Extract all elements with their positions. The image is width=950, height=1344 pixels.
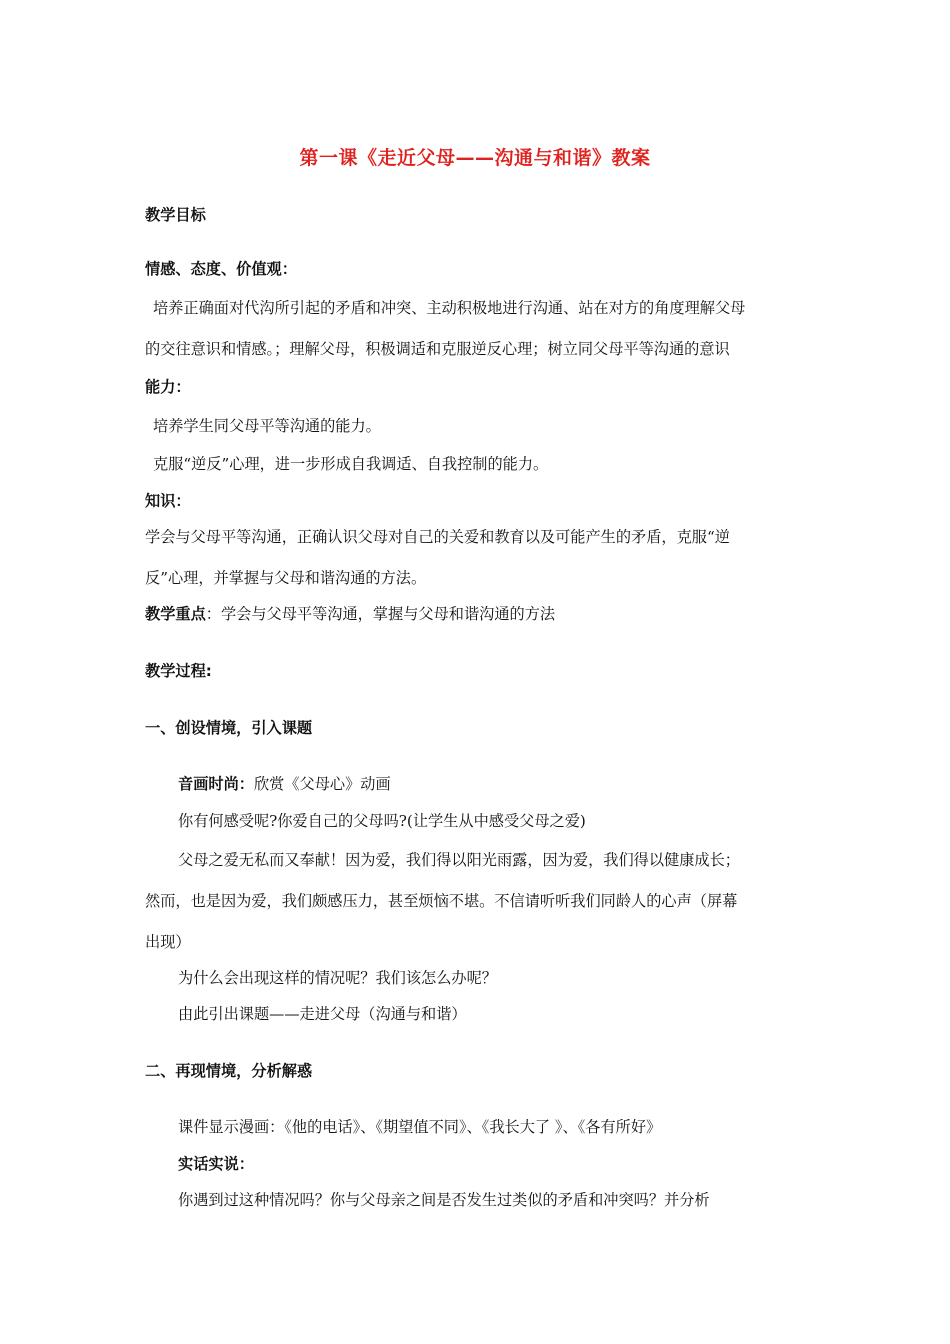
section2-line: 课件显示漫画：《他的电话》、《期望值不同》、《我长大了 》、《各有所好》 [178,1118,662,1136]
section2-heading: 二、再现情境，分析解惑 [145,1062,313,1080]
s2-label: 实话实说： [178,1155,254,1173]
section1-line: 由此引出课题——走进父母（沟通与和谐） [178,1005,467,1023]
goals-heading: 教学目标 [145,206,206,224]
emotion-line: 培养正确面对代沟所引起的矛盾和冲突、主动积极地进行沟通、站在对方的角度理解父母 [153,299,746,317]
section1-line: 然而，也是因为爱，我们颇感压力，甚至烦恼不堪。不信请听听我们同龄人的心声（屏幕 [145,892,738,910]
section1-line: 你有何感受呢?你爱自己的父母吗?(让学生从中感受父母之爱) [178,812,586,830]
section1-line: 为什么会出现这样的情况呢？我们该怎么办呢？ [178,969,497,987]
key-points [145,603,555,625]
section1-line [178,773,391,795]
knowledge-heading: 知识： [145,492,191,510]
knowledge-line: 反”心理，并掌握与父母和谐沟通的方法。 [145,569,427,587]
section2-line: 你遇到过这种情况吗？你与父母亲之间是否发生过类似的矛盾和冲突吗？并分析 [178,1191,710,1209]
ability-line: 克服“逆反”心理，进一步形成自我调适、自我控制的能力。 [153,455,549,473]
s1-text: 欣赏《父母心》动画 [253,775,391,793]
section1-line: 父母之爱无私而又奉献！因为爱，我们得以阳光雨露，因为爱，我们得以健康成长； [178,851,740,869]
key-label: 教学重点 [145,605,206,623]
key-text: ：学会与父母平等沟通，掌握与父母和谐沟通的方法 [205,605,556,623]
document-title: 第一课《走近父母——沟通与和谐》教案 [299,147,651,169]
s1-label: 音画时尚： [178,775,254,793]
emotion-line: 的交往意识和情感。；理解父母，积极调适和克服逆反心理；树立同父母平等沟通的意识 [145,340,730,358]
ability-heading: 能力： [145,378,191,396]
section1-heading: 一、创设情境，引入课题 [145,719,313,737]
section1-line: 出现） [145,933,191,951]
process-heading: 教学过程: [145,662,212,680]
emotion-heading: 情感、态度、价值观： [145,260,297,278]
knowledge-line: 学会与父母平等沟通，正确认识父母对自己的关爱和教育以及可能产生的矛盾，克服“逆 [145,528,730,546]
ability-line: 培养学生同父母平等沟通的能力。 [153,417,381,435]
